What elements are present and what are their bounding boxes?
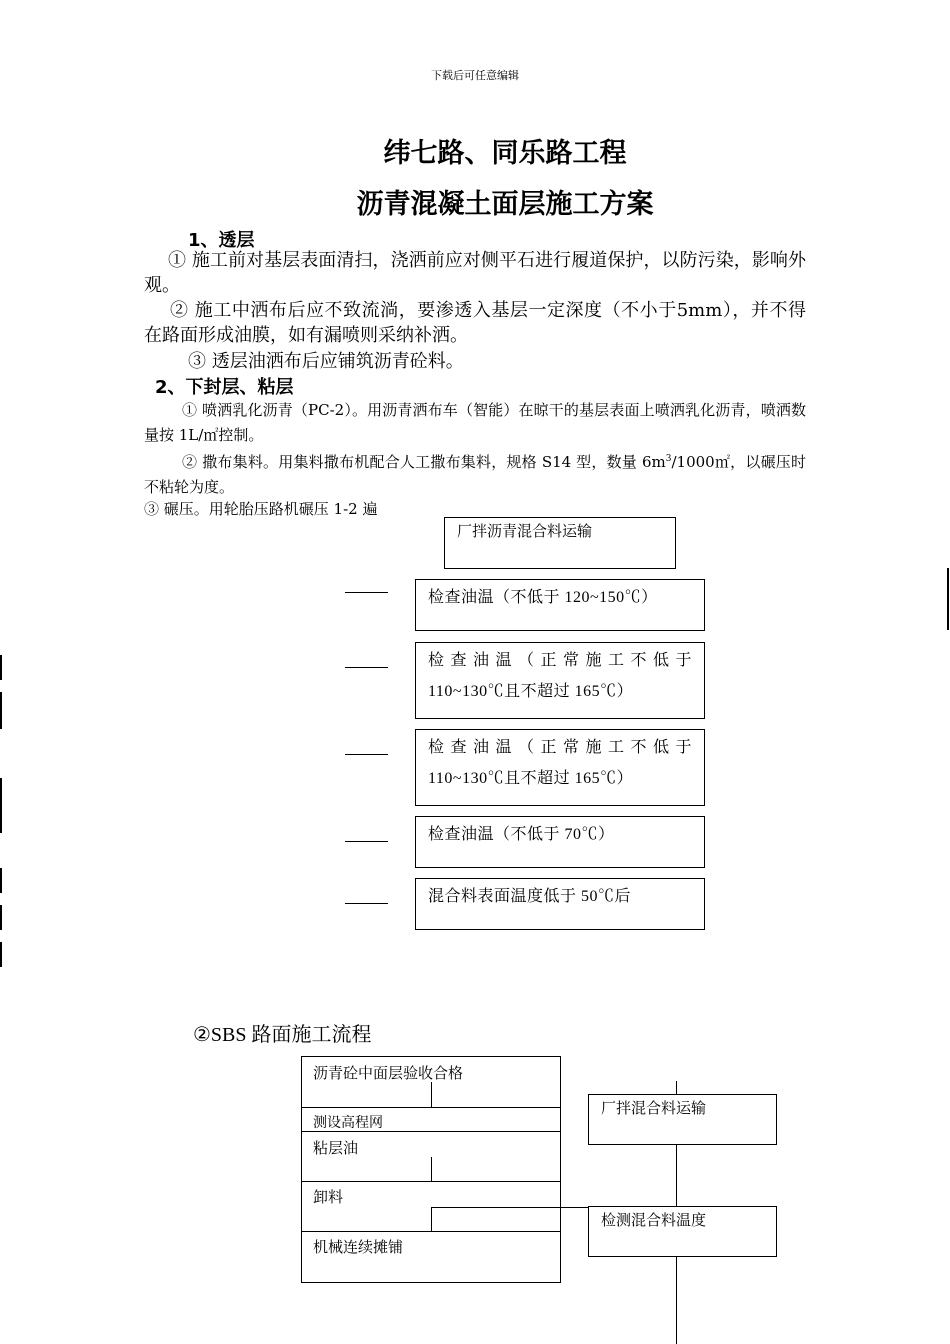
- flow-divider: [301, 1131, 561, 1132]
- superscript-3: 3: [665, 454, 672, 464]
- flow-divider: [301, 1231, 561, 1232]
- flow-connector: [676, 1145, 677, 1206]
- flow-connector: [431, 1207, 432, 1231]
- sbs-heading: ②SBS 路面施工流程: [193, 1024, 372, 1046]
- sbs-box-temperature-label: 检测混合料温度: [601, 1211, 707, 1229]
- section-2-paragraph-2-tail: /1000㎡，以碾压时不粘轮为度。: [144, 453, 806, 496]
- sbs-box-transport: [588, 1094, 777, 1145]
- page-title: 纬七路、同乐路工程: [383, 138, 627, 169]
- flow-box-check-3-label: 检查油温（正常施工不低于110~130℃且不超过 165℃）: [428, 739, 692, 787]
- header-note: 下载后可任意编辑: [431, 69, 519, 82]
- flow-connector: [345, 903, 388, 904]
- flow-divider: [301, 1181, 561, 1182]
- margin-mark: [0, 868, 2, 893]
- section-2-paragraph-2: [144, 447, 806, 500]
- section-2-paragraph-1: ① 喷洒乳化沥青（PC-2）。用沥青洒布车（智能）在晾干的基层表面上喷洒乳化沥青，喷洒数量按 1L/㎡控制。: [144, 401, 806, 444]
- margin-mark: [0, 942, 2, 967]
- flow-box-check-1-label: 检查油温（不低于 120~150℃）: [428, 589, 658, 606]
- flow-connector: [345, 592, 388, 593]
- sbs-box-transport-label: 厂拌混合料运输: [601, 1099, 707, 1117]
- margin-mark: [0, 905, 2, 930]
- sbs-step-5: 机械连续摊铺: [313, 1238, 404, 1256]
- flow-connector: [345, 841, 388, 842]
- flow-connector: [345, 667, 388, 668]
- sbs-box-temperature: [588, 1206, 777, 1257]
- section-1-paragraph-2: ② 施工中洒布后应不致流淌，要渗透入基层一定深度（不小于5mm），并不得在路面形成油膜，如有漏喷则采纳补洒。: [144, 300, 806, 346]
- flow-connector: [431, 1207, 588, 1208]
- flow-connector: [345, 754, 388, 755]
- section-2-heading: 2、下封层、粘层: [155, 377, 294, 398]
- flow-box-check-4-label: 检查油温（不低于 70℃）: [428, 826, 615, 843]
- flow-box-check-3: [415, 729, 705, 806]
- sbs-step-2: 测设高程网: [313, 1115, 383, 1131]
- flow-box-check-2-label: 检查油温（正常施工不低于110~130℃且不超过 165℃）: [428, 652, 692, 700]
- sbs-step-4: 卸料: [313, 1188, 344, 1206]
- section-1-paragraph-3: ③ 透层油洒布后应铺筑沥青砼料。: [188, 351, 464, 372]
- flow-divider: [301, 1107, 561, 1108]
- flow-connector: [676, 1257, 677, 1344]
- margin-mark: [0, 655, 2, 680]
- flow-connector: [676, 1081, 677, 1094]
- flow-box-check-2: [415, 642, 705, 719]
- flow-connector: [431, 1157, 432, 1181]
- margin-mark: [0, 692, 2, 729]
- section-2-paragraph-3: ③ 碾压。用轮胎压路机碾压 1-2 遍: [144, 500, 378, 518]
- flow-box-transport: [444, 517, 676, 569]
- flow-connector: [431, 1082, 432, 1107]
- section-2-paragraph-2-text: ② 撒布集料。用集料撒布机配合人工撒布集料，规格 S14 型，数量 6m: [182, 453, 666, 471]
- flow-box-check-1: [415, 579, 705, 631]
- section-1-paragraph-1: ① 施工前对基层表面清扫，浇洒前应对侧平石进行履道保护，以防污染，影响外观。: [144, 250, 806, 296]
- page-subtitle: 沥青混凝土面层施工方案: [356, 189, 654, 220]
- margin-mark: [0, 778, 2, 833]
- flow-box-transport-label: 厂拌沥青混合料运输: [457, 522, 593, 540]
- sbs-step-1: 沥青砼中面层验收合格: [313, 1064, 464, 1082]
- flow-box-check-5: [415, 878, 705, 930]
- flow-box-check-4: [415, 816, 705, 868]
- margin-mark: [947, 568, 949, 630]
- section-1-heading: 1、透层: [188, 230, 255, 251]
- flow-box-check-5-label: 混合料表面温度低于 50℃后: [428, 888, 632, 905]
- sbs-step-3: 粘层油: [313, 1139, 359, 1157]
